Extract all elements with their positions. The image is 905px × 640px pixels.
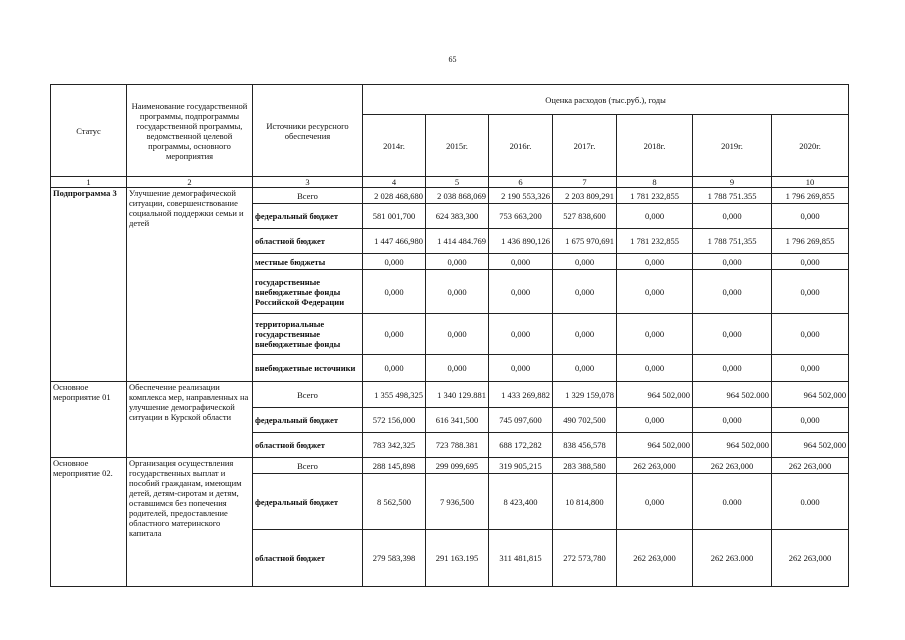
value-cell: 1 675 970,691 <box>553 229 617 254</box>
value-cell: 1 414 484.769 <box>426 229 489 254</box>
year-2019: 2019г. <box>693 115 772 177</box>
table-row <box>51 188 849 204</box>
col-num: 7 <box>553 177 617 188</box>
source-cell: государственные внебюджетные фонды Российской Федерации <box>253 270 363 314</box>
value-cell: 723 788.381 <box>426 433 489 458</box>
year-2018: 2018г. <box>617 115 693 177</box>
value-cell: 0,000 <box>693 254 772 270</box>
value-cell: 0.000 <box>693 474 772 530</box>
value-cell: 8 562,500 <box>363 474 426 530</box>
value-cell: 0,000 <box>426 254 489 270</box>
source-cell: территориальные государственные внебюджетные фонды <box>253 314 363 355</box>
value-cell: 262 263.000 <box>693 530 772 587</box>
value-cell: 753 663,200 <box>489 204 553 229</box>
source-cell: федеральный бюджет <box>253 474 363 530</box>
value-cell: 2 190 553,326 <box>489 188 553 204</box>
value-cell: 964 502,000 <box>617 382 693 408</box>
year-2016: 2016г. <box>489 115 553 177</box>
value-cell: 688 172,282 <box>489 433 553 458</box>
col-num: 4 <box>363 177 426 188</box>
value-cell: 272 573,780 <box>553 530 617 587</box>
year-2015: 2015г. <box>426 115 489 177</box>
value-cell: 291 163.195 <box>426 530 489 587</box>
value-cell: 0,000 <box>772 204 849 229</box>
col-num: 5 <box>426 177 489 188</box>
value-cell: 0,000 <box>693 204 772 229</box>
value-cell: 0,000 <box>489 314 553 355</box>
page-number: 65 <box>448 55 457 64</box>
col-num: 3 <box>253 177 363 188</box>
value-cell: 8 423,400 <box>489 474 553 530</box>
source-cell: Всего <box>253 458 363 474</box>
value-cell: 616 341,500 <box>426 408 489 433</box>
value-cell: 262 263,000 <box>772 530 849 587</box>
value-cell: 964 502,000 <box>693 433 772 458</box>
value-cell: 490 702,500 <box>553 408 617 433</box>
value-cell: 0,000 <box>489 254 553 270</box>
source-cell: Всего <box>253 382 363 408</box>
group-status: Подпрограмма 3 <box>51 188 127 382</box>
value-cell: 10 814,800 <box>553 474 617 530</box>
value-cell: 0,000 <box>426 270 489 314</box>
value-cell: 0,000 <box>693 270 772 314</box>
header-name: Наименование государственной программы, подпрограммы государственной программы, ведомственной целевой программы, основного мероприятия <box>127 85 253 177</box>
source-cell: областной бюджет <box>253 229 363 254</box>
value-cell: 964 502,000 <box>617 433 693 458</box>
source-cell: федеральный бюджет <box>253 204 363 229</box>
value-cell: 311 481,815 <box>489 530 553 587</box>
value-cell: 0,000 <box>772 270 849 314</box>
source-cell: областной бюджет <box>253 530 363 587</box>
value-cell: 0,000 <box>553 314 617 355</box>
table-row <box>51 458 849 474</box>
value-cell: 2 028 468,680 <box>363 188 426 204</box>
value-cell: 0,000 <box>772 408 849 433</box>
value-cell: 1 796 269,855 <box>772 229 849 254</box>
value-cell: 0,000 <box>617 408 693 433</box>
value-cell: 1 781 232,855 <box>617 188 693 204</box>
year-2017: 2017г. <box>553 115 617 177</box>
value-cell: 288 145,898 <box>363 458 426 474</box>
value-cell: 0,000 <box>617 474 693 530</box>
value-cell: 0,000 <box>693 408 772 433</box>
value-cell: 0,000 <box>617 314 693 355</box>
header-estimate: Оценка расходов (тыс.руб.), годы <box>363 85 849 115</box>
table-row <box>51 382 849 408</box>
value-cell: 262 263,000 <box>617 530 693 587</box>
group-status: Основное мероприятие 02. <box>51 458 127 587</box>
value-cell: 0,000 <box>772 314 849 355</box>
value-cell: 0,000 <box>617 204 693 229</box>
value-cell: 0,000 <box>363 270 426 314</box>
value-cell: 964 502,000 <box>772 433 849 458</box>
value-cell: 7 936,500 <box>426 474 489 530</box>
value-cell: 745 097,600 <box>489 408 553 433</box>
value-cell: 581 001,700 <box>363 204 426 229</box>
value-cell: 262 263,000 <box>772 458 849 474</box>
value-cell: 2 038 868,069 <box>426 188 489 204</box>
value-cell: 572 156,000 <box>363 408 426 433</box>
value-cell: 1 788 751.355 <box>693 188 772 204</box>
source-cell: Всего <box>253 188 363 204</box>
value-cell: 0,000 <box>363 355 426 382</box>
value-cell: 1 436 890,126 <box>489 229 553 254</box>
value-cell: 279 583,398 <box>363 530 426 587</box>
source-cell: федеральный бюджет <box>253 408 363 433</box>
value-cell: 283 388,580 <box>553 458 617 474</box>
value-cell: 0,000 <box>489 355 553 382</box>
col-num: 8 <box>617 177 693 188</box>
value-cell: 0,000 <box>693 314 772 355</box>
header-status: Статус <box>51 85 127 177</box>
group-status: Основное мероприятие 01 <box>51 382 127 458</box>
value-cell: 0,000 <box>617 270 693 314</box>
source-cell: областной бюджет <box>253 433 363 458</box>
value-cell: 1 781 232,855 <box>617 229 693 254</box>
col-num: 10 <box>772 177 849 188</box>
value-cell: 0,000 <box>772 254 849 270</box>
year-2020: 2020г. <box>772 115 849 177</box>
value-cell: 0,000 <box>553 270 617 314</box>
value-cell: 319 905,215 <box>489 458 553 474</box>
source-cell: внебюджетные источники <box>253 355 363 382</box>
value-cell: 0,000 <box>426 314 489 355</box>
value-cell: 1 340 129.881 <box>426 382 489 408</box>
value-cell: 0,000 <box>489 270 553 314</box>
value-cell: 0,000 <box>363 254 426 270</box>
value-cell: 262 263,000 <box>693 458 772 474</box>
value-cell: 624 383,300 <box>426 204 489 229</box>
value-cell: 0.000 <box>772 474 849 530</box>
value-cell: 838 456,578 <box>553 433 617 458</box>
value-cell: 0,000 <box>617 254 693 270</box>
value-cell: 299 099,695 <box>426 458 489 474</box>
value-cell: 527 838,600 <box>553 204 617 229</box>
value-cell: 0,000 <box>426 355 489 382</box>
value-cell: 964 502.000 <box>693 382 772 408</box>
value-cell: 964 502,000 <box>772 382 849 408</box>
col-num: 2 <box>127 177 253 188</box>
value-cell: 1 788 751,355 <box>693 229 772 254</box>
resource-table <box>50 84 849 587</box>
col-num: 1 <box>51 177 127 188</box>
col-num: 6 <box>489 177 553 188</box>
value-cell: 0,000 <box>772 355 849 382</box>
group-name: Организация осуществления государственных выплат и пособий гражданам, имеющим детей, детям-сиротам и детям, оставшимся без попечения родителей, предоставление областного материнского капитала <box>127 458 253 587</box>
value-cell: 2 203 809,291 <box>553 188 617 204</box>
value-cell: 0,000 <box>363 314 426 355</box>
value-cell: 262 263,000 <box>617 458 693 474</box>
value-cell: 0,000 <box>553 254 617 270</box>
value-cell: 783 342,325 <box>363 433 426 458</box>
value-cell: 1 355 498,325 <box>363 382 426 408</box>
value-cell: 0,000 <box>617 355 693 382</box>
value-cell: 1 447 466,980 <box>363 229 426 254</box>
header-sources: Источники ресурсного обеспечения <box>253 85 363 177</box>
source-cell: местные бюджеты <box>253 254 363 270</box>
group-name: Обеспечение реализации комплекса мер, направленных на улучшение демографической ситуации в Курской области <box>127 382 253 458</box>
value-cell: 0,000 <box>553 355 617 382</box>
col-num: 9 <box>693 177 772 188</box>
value-cell: 1 329 159,078 <box>553 382 617 408</box>
value-cell: 1 796 269,855 <box>772 188 849 204</box>
header-row <box>51 85 849 115</box>
column-number-row <box>51 177 849 188</box>
group-name: Улучшение демографической ситуации, совершенствование социальной поддержки семьи и детей <box>127 188 253 382</box>
year-2014: 2014г. <box>363 115 426 177</box>
value-cell: 1 433 269,882 <box>489 382 553 408</box>
value-cell: 0,000 <box>693 355 772 382</box>
